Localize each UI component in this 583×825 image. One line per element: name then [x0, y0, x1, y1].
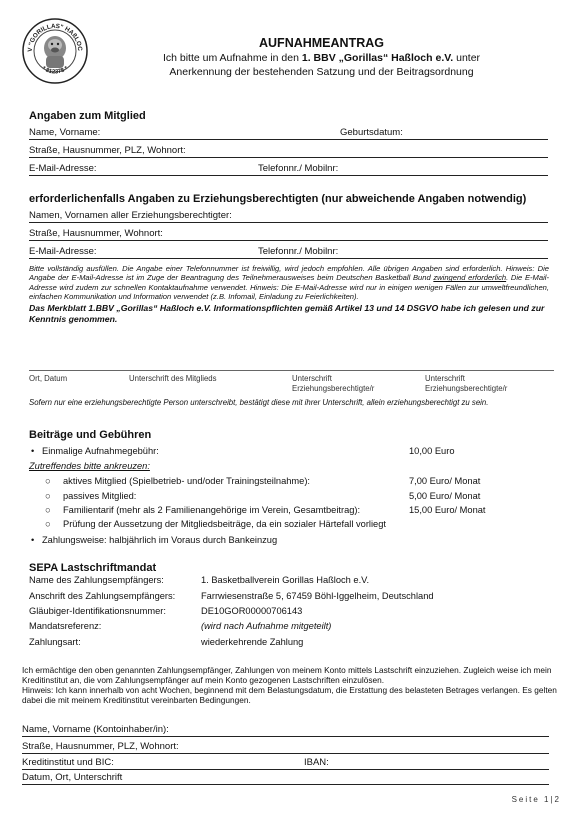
- sig-place-date: Ort, Datum: [29, 374, 68, 383]
- sepa-label: Anschrift des Zahlungsempfängers:: [29, 591, 176, 601]
- guardian-email-label: E-Mail-Adresse:: [29, 246, 97, 257]
- sepa-authorization: Ich ermächtige den oben genannten Zahlungsempfänger, Zahlungen von meinem Konto mittels Lastschrift einzuziehen. Zugleich weise ich mein Kreditinstitut an, die vom Zahlungsempfänger auf mein Konto gezogenen Lastschriften einzulösen.: [22, 665, 552, 685]
- holder-street-label: Straße, Hausnummer, PLZ, Wohnort:: [22, 741, 179, 752]
- guardian-names-label: Namen, Vornamen aller Erziehungsberechtigter:: [29, 210, 232, 221]
- member-phone-label: Telefonnr./ Mobilnr:: [258, 163, 339, 174]
- fee-item-value: 15,00 Euro/ Monat: [409, 505, 486, 515]
- sepa-value: 1. Basketballverein Gorillas Haßloch e.V.: [201, 575, 370, 585]
- member-street-field[interactable]: [29, 145, 548, 158]
- sepa-value: Farrwiesenstraße 5, 67459 Böhl-Iggelheim, Deutschland: [201, 591, 434, 601]
- iban-label: IBAN:: [304, 757, 329, 768]
- bullet-icon: •: [31, 535, 35, 545]
- holder-label: Name, Vorname (Kontoinhaber/in):: [22, 724, 169, 735]
- sig-member: Unterschrift des Mitglieds: [129, 374, 217, 383]
- sepa-label: Name des Zahlungsempfängers:: [29, 575, 164, 585]
- guardian-street-field[interactable]: [29, 228, 548, 241]
- fee-item-label: aktives Mitglied (Spielbetrieb- und/oder Trainingsteilnahme):: [63, 476, 311, 486]
- bank-label: Kreditinstitut und BIC:: [22, 757, 114, 768]
- bullet-icon: •: [31, 446, 35, 456]
- fee-item-label: Familientarif (mehr als 2 Familienangehörige im Verein, Gesamtbeitrag):: [63, 505, 361, 515]
- fee-item-value: 7,00 Euro/ Monat: [409, 476, 481, 486]
- payment-mode: Zahlungsweise: halbjährlich im Voraus durch Bankeinzug: [42, 535, 278, 545]
- tick-hint: Zutreffendes bitte ankreuzen:: [29, 461, 150, 471]
- sig-guardian-2: Unterschrift Erziehungsberechtigte/r: [425, 374, 508, 393]
- header-line-2: Anerkennung der bestehenden Satzung und der Beitragsordnung: [169, 66, 474, 78]
- sepa-heading: SEPA Lastschriftmandat: [29, 562, 157, 574]
- signature-line: [29, 370, 554, 371]
- member-name-label: Name, Vorname:: [29, 127, 101, 138]
- checkbox-active[interactable]: ○: [45, 476, 51, 486]
- fee-item-label: passives Mitglied:: [63, 491, 137, 501]
- member-street-label: Straße, Hausnummer, PLZ, Wohnort:: [29, 145, 186, 156]
- holder-street-field[interactable]: [22, 741, 549, 754]
- logo-text-bottom: * 812378 *: [40, 65, 70, 76]
- date-place-field[interactable]: [22, 772, 549, 785]
- checkbox-passive[interactable]: ○: [45, 491, 51, 501]
- guardian-street-label: Straße, Hausnummer, Wohnort:: [29, 228, 163, 239]
- sepa-label: Mandatsreferenz:: [29, 621, 102, 631]
- guardian-heading: erforderlichenfalls Angaben zu Erziehungsberechtigten (nur abweichende Angaben notwendig): [29, 193, 527, 205]
- header-line-1: Ich bitte um Aufnahme in den 1. BBV „Gorillas“ Haßloch e.V. unter: [162, 52, 481, 64]
- logo-text-top: V "GORILLAS" HAßLOC: [26, 22, 84, 52]
- entry-fee-value: 10,00 Euro: [409, 446, 455, 456]
- guardian-phone-label: Telefonnr./ Mobilnr:: [258, 246, 339, 257]
- member-email-field[interactable]: [29, 163, 548, 176]
- checkbox-hardship[interactable]: ○: [45, 519, 51, 529]
- notice-text: Bitte vollständig ausfüllen. Die Angabe einer Telefonnummer ist freiwillig, wird jedoch empfohlen. Alle übrigen Angaben sind erforderlich. Hinweis: Die Angabe der E-Mail-Adresse ist im Zuge der Beantragung des Teilnehmerausweises beim Deutschen Basketball Bund zwingend erforderlich. Die E-Mail-Adresse wird zudem zur schnellen Kontaktaufnahme verwendet. Hinweis: Die E-Mail-Adresse wird nur in einigen wenigen Fällen zur umweltfreundlichen, einfachen Kommunikation und Information verwendet (z.B. Infomail, Einladung zu Feierlichkeiten).: [29, 264, 550, 301]
- sig-guardian-1: Unterschrift Erziehungsberechtigte/r: [292, 374, 375, 393]
- member-birth-label: Geburtsdatum:: [340, 127, 403, 138]
- guardian-names-field[interactable]: [29, 210, 548, 223]
- signature-note: Sofern nur eine erziehungsberechtigte Person unterschreibt, bestätigt diese mit ihrer Unterschrift, allein erziehungsberechtigt zu sein.: [29, 398, 489, 407]
- dsgvo-notice: Das Merkblatt 1.BBV „Gorillas“ Haßloch e.V. Informationspflichten gemäß Artikel 13 und 14 DSGVO habe ich gelesen und zur Kenntnis genommen.: [29, 303, 545, 324]
- guardian-email-field[interactable]: [29, 246, 548, 259]
- sepa-value: wiederkehrende Zahlung: [201, 637, 304, 647]
- page-title: AUFNAHMEANTRAG: [259, 36, 384, 50]
- sepa-label: Gläubiger-Identifikationsnummer:: [29, 606, 166, 616]
- date-place-label: Datum, Ort, Unterschrift: [22, 772, 123, 783]
- page-number: Seite 1|2: [511, 795, 561, 804]
- member-heading: Angaben zum Mitglied: [29, 110, 146, 122]
- sepa-value: (wird nach Aufnahme mitgeteilt): [201, 621, 332, 631]
- sepa-hint: Hinweis: Ich kann innerhalb von acht Wochen, beginnend mit dem Belastungsdatum, die Erstattung des belasteten Betrages verlangen. Es gelten dabei die mit meinem Kreditinstitut vereinbarten Bedingungen.: [22, 685, 557, 705]
- fee-item-label: Prüfung der Aussetzung der Mitgliedsbeiträge, da ein sozialer Härtefall vorliegt: [63, 519, 386, 529]
- entry-fee-label: Einmalige Aufnahmegebühr:: [42, 446, 159, 456]
- checkbox-family[interactable]: ○: [45, 505, 51, 515]
- holder-field[interactable]: [22, 724, 549, 737]
- bank-field[interactable]: [22, 757, 549, 770]
- member-email-label: E-Mail-Adresse:: [29, 163, 97, 174]
- sepa-label: Zahlungsart:: [29, 637, 81, 647]
- member-name-field[interactable]: [29, 127, 548, 140]
- fees-heading: Beiträge und Gebühren: [29, 429, 152, 441]
- sepa-value: DE10GOR00000706143: [201, 606, 303, 616]
- fee-item-value: 5,00 Euro/ Monat: [409, 491, 481, 501]
